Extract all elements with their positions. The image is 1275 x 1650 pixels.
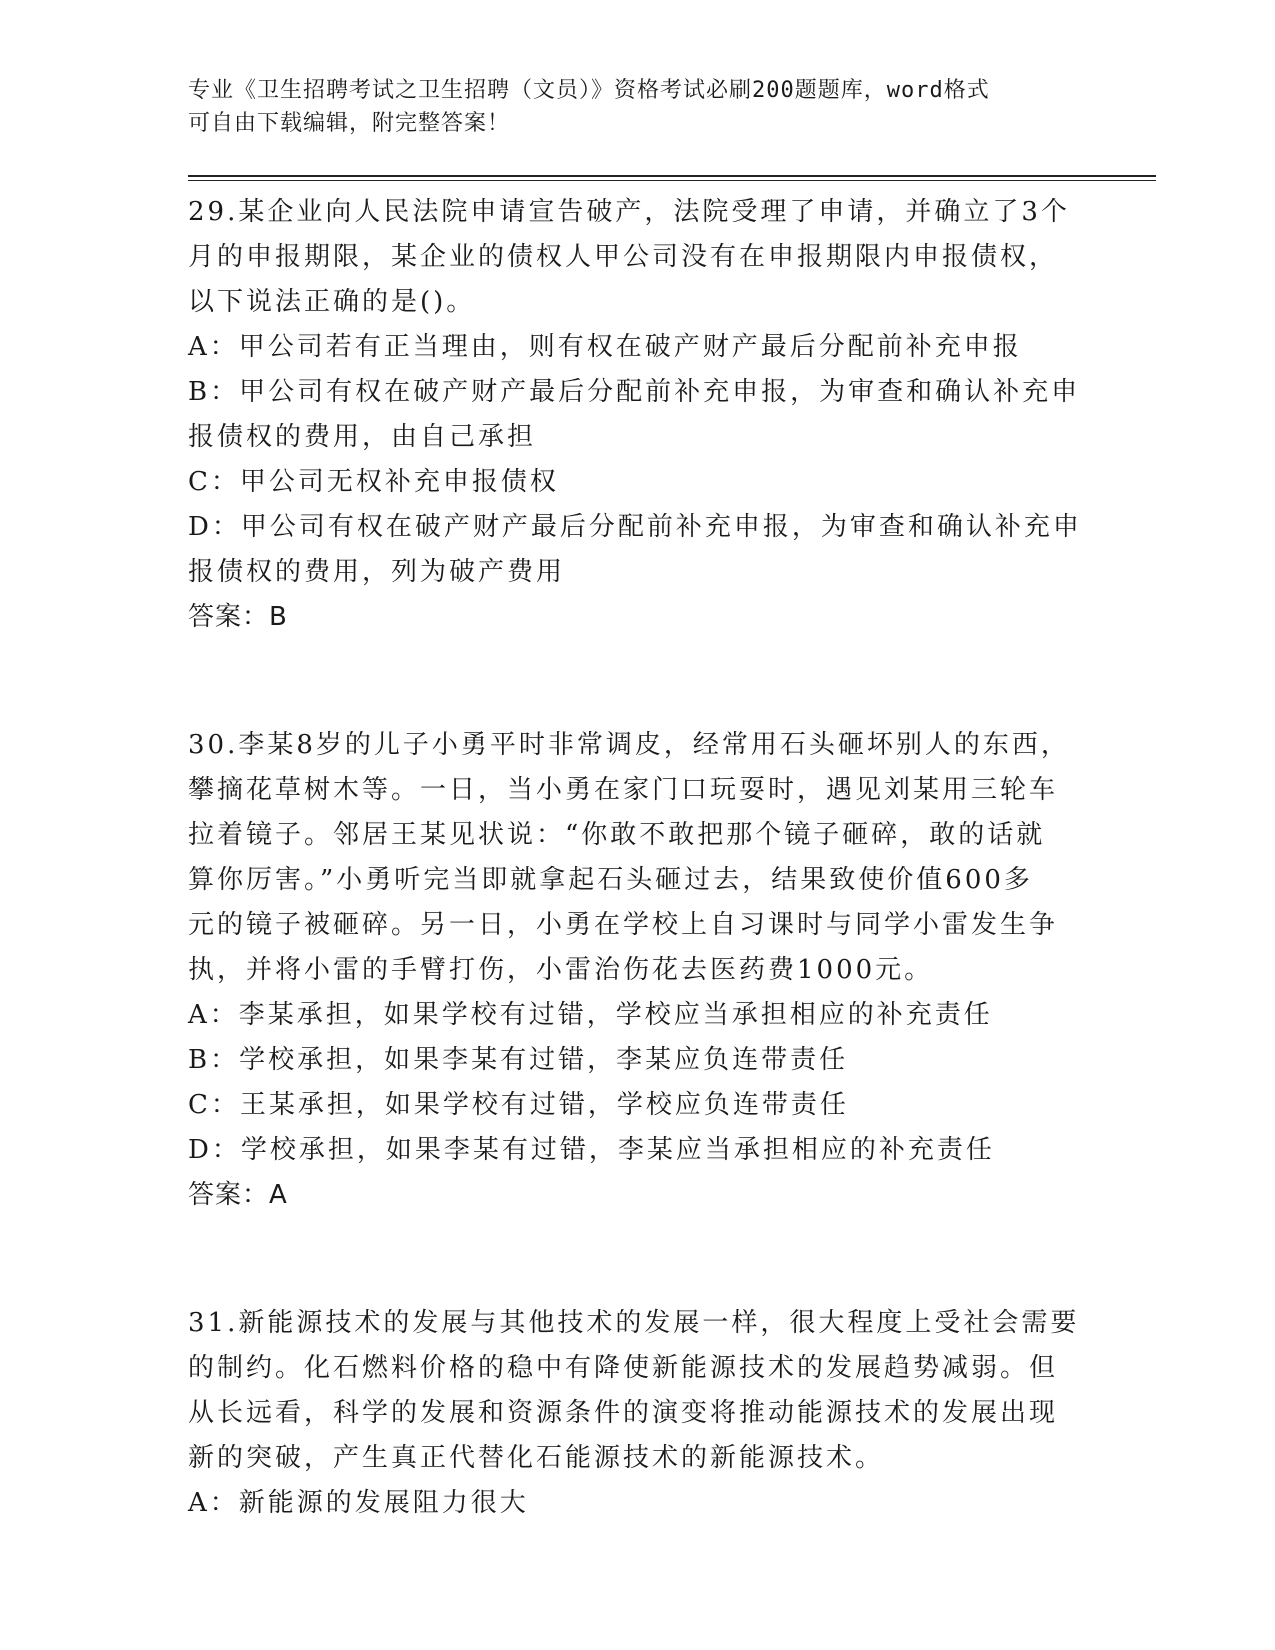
question-spacer [188, 640, 1088, 723]
option-c: C：王某承担，如果学校有过错，学校应负连带责任 [188, 1090, 849, 1120]
question-29 [188, 190, 1088, 640]
header-divider-thin [188, 180, 1156, 181]
question-stem-line: 从长远看，科学的发展和资源条件的演变将推动能源技术的发展出现 [188, 1398, 1059, 1428]
answer-label: 答案：B [188, 602, 288, 632]
option-d-continued: 报债权的费用，列为破产费用 [188, 557, 566, 587]
question-list [188, 190, 1088, 1526]
question-stem-line: 30.李某8岁的儿子小勇平时非常调皮，经常用石头砸坏别人的东西， [188, 730, 1070, 760]
option-b: B：学校承担，如果李某有过错，李某应负连带责任 [188, 1045, 849, 1075]
header-line: 专业《卫生招聘考试之卫生招聘（文员）》资格考试必刷200题题库，word格式 [188, 78, 990, 103]
question-spacer [188, 1218, 1088, 1301]
document-header [188, 74, 1068, 140]
question-stem-line: 的制约。化石燃料价格的稳中有降使新能源技术的发展趋势减弱。但 [188, 1353, 1059, 1383]
header-divider-thick [188, 175, 1156, 177]
question-stem-line: 拉着镜子。邻居王某见状说：“你敢不敢把那个镜子砸碎，敢的话就 [188, 820, 1046, 850]
option-b: B：甲公司有权在破产财产最后分配前补充申报，为审查和确认补充申 [188, 377, 1081, 407]
answer-label: 答案：A [188, 1180, 288, 1210]
option-a: A：李某承担，如果学校有过错，学校应当承担相应的补充责任 [188, 1000, 993, 1030]
option-d: D：甲公司有权在破产财产最后分配前补充申报，为审查和确认补充申 [188, 512, 1082, 542]
question-stem-line: 元的镜子被砸碎。另一日，小勇在学校上自习课时与同学小雷发生争 [188, 910, 1059, 940]
option-a: A：甲公司若有正当理由，则有权在破产财产最后分配前补充申报 [188, 332, 1022, 362]
question-stem-line: 攀摘花草树木等。一日，当小勇在家门口玩耍时，遇见刘某用三轮车 [188, 775, 1059, 805]
option-d: D：学校承担，如果李某有过错，李某应当承担相应的补充责任 [188, 1135, 995, 1165]
question-stem-line: 月的申报期限，某企业的债权人甲公司没有在申报期限内申报债权， [188, 242, 1059, 272]
question-stem-line: 新的突破，产生真正代替化石能源技术的新能源技术。 [188, 1443, 885, 1473]
option-b-continued: 报债权的费用，由自己承担 [188, 422, 537, 452]
question-30 [188, 723, 1088, 1218]
question-stem-line: 29.某企业向人民法院申请宣告破产，法院受理了申请，并确立了3个 [188, 197, 1070, 227]
question-31 [188, 1301, 1088, 1526]
question-stem-line: 执，并将小雷的手臂打伤，小雷治伤花去医药费1000元。 [188, 955, 934, 985]
question-stem-line: 算你厉害。”小勇听完当即就拿起石头砸过去，结果致使价值600多 [188, 865, 1033, 895]
header-line: 可自由下载编辑，附完整答案！ [188, 111, 511, 136]
question-stem-line: 31.新能源技术的发展与其他技术的发展一样，很大程度上受社会需要 [188, 1308, 1080, 1338]
question-stem-line: 以下说法正确的是()。 [188, 287, 476, 317]
option-c: C：甲公司无权补充申报债权 [188, 467, 559, 497]
option-a: A：新能源的发展阻力很大 [188, 1488, 529, 1518]
